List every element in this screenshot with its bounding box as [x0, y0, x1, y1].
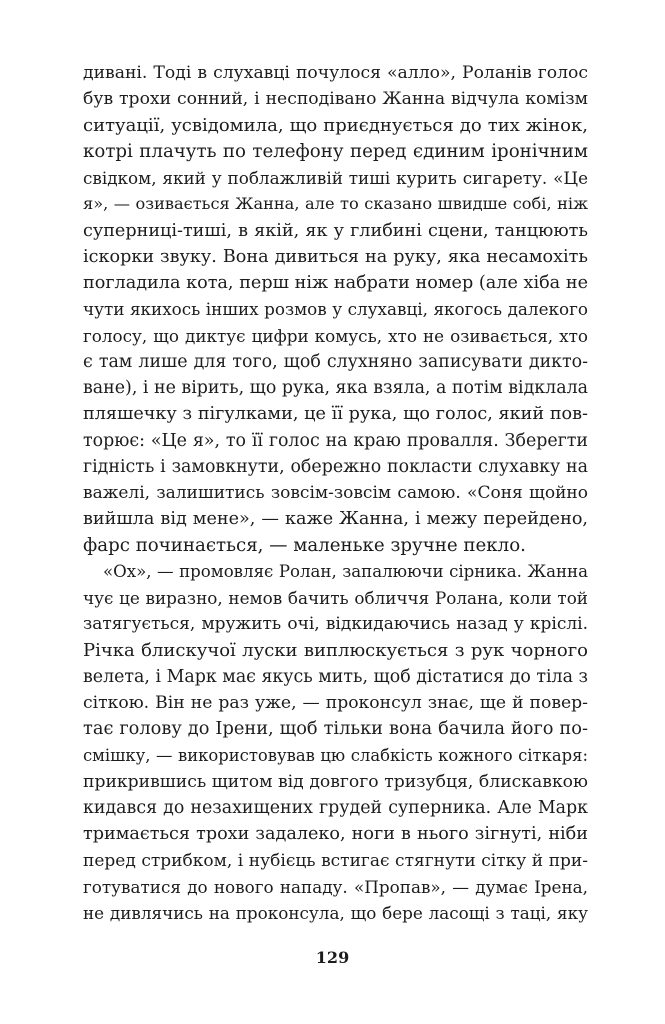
- text-line: дивані. Тоді в слухавці почулося «алло», Роланів голос: [83, 63, 588, 83]
- text-line: готуватися до нового нападу. «Пропав», — думає Ірена,: [83, 876, 588, 897]
- text-line: іскорки звуку. Вона дивиться на руку, яка несамохіть: [83, 246, 588, 267]
- text-line: я», — озивається Жанна, але то сказано швидше собі, ніж: [83, 194, 588, 214]
- text-line: важелі, залишитись зовсім-зовсім самою. «Соня щойно: [83, 483, 588, 503]
- text-line: є там лише для того, щоб слухняно записувати дикто-: [83, 351, 588, 372]
- text-line: свідком, який у поблажливій тиші курить сигарету. «Це: [83, 168, 588, 188]
- text-line: гідність і замовкнути, обережно покласти слухавку на: [83, 456, 588, 477]
- text-line: сіткою. Він не раз уже, — проконсул знає, ще й повер-: [83, 693, 588, 713]
- page-number: 129: [315, 948, 350, 967]
- text-line: не дивлячись на проконсула, що бере ласощі з таці, яку: [83, 903, 588, 923]
- book-page-text: [83, 60, 588, 926]
- paragraph-2: [83, 559, 588, 927]
- text-line: прикрившись щитом від довгого тризубця, блискавкою: [83, 771, 588, 792]
- text-line: смішку, — використовував цю слабкість кожного сіткаря:: [83, 745, 588, 765]
- text-line: фарс починається, — маленьке зручне пекло.: [83, 534, 526, 556]
- text-line: вийшла від мене», — каже Жанна, і межу перейдено,: [83, 509, 588, 530]
- text-line: чути якихось інших розмов у слухавці, якогось далекого: [83, 299, 588, 320]
- text-line: кидався до незахищених грудей суперника. Але Марк: [83, 798, 588, 818]
- text-line: ване), і не вірить, що рука, яка взяла, а потім відклала: [83, 378, 588, 398]
- text-line: пляшечку з пігулками, це її рука, що голос, який пов-: [83, 404, 588, 425]
- text-line: торює: «Це я», то її голос на краю провалля. Зберегти: [83, 430, 588, 451]
- text-line: котрі плачуть по телефону перед єдиним іронічним: [83, 140, 588, 162]
- text-line: був трохи сонний, і несподівано Жанна відчула комізм: [83, 89, 588, 110]
- paragraph-1: [83, 60, 588, 559]
- text-line: Річка блискучої луски виплюскується з рук чорного: [83, 639, 588, 661]
- text-line: тримається трохи задалеко, ноги в нього зігнуті, ніби: [83, 824, 588, 845]
- text-line: чує це виразно, немов бачить обличчя Ролана, коли той: [83, 588, 588, 608]
- text-line: суперниці-тиші, в якій, як у глибині сцени, танцюють: [83, 220, 588, 241]
- text-line: затягується, мружить очі, відкидаючись назад у кріслі.: [83, 614, 588, 635]
- text-line: погладила кота, перш ніж набрати номер (але хіба не: [83, 273, 588, 293]
- text-line: велета, і Марк має якусь мить, щоб дістатися до тіла з: [83, 666, 588, 687]
- text-line: тає голову до Ірени, щоб тільки вона бачила його по-: [83, 718, 588, 740]
- text-line: ситуації, усвідомила, що приєднується до тих жінок,: [83, 114, 588, 136]
- text-line: перед стрибком, і нубієць встигає стягнути сітку й при-: [83, 850, 588, 871]
- text-line: голосу, що диктує цифри комусь, хто не озивається, хто: [83, 325, 588, 346]
- text-line: «Ох», — промовляє Ролан, запалюючи сірника. Жанна: [103, 561, 588, 581]
